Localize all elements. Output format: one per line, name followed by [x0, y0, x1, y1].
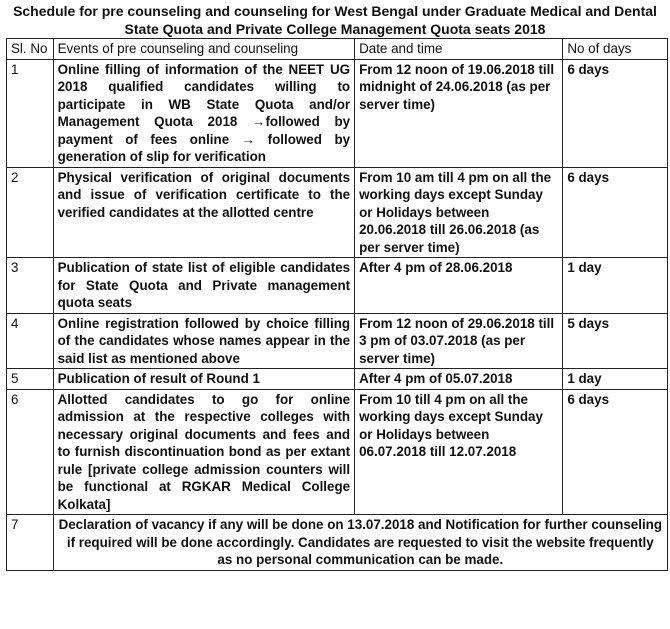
header-sl-no: Sl. No [7, 39, 54, 60]
row-sl-no: 6 [7, 389, 54, 515]
row-sl-no: 2 [7, 167, 54, 258]
schedule-table [6, 38, 668, 571]
row-date-time: From 10 am till 4 pm on all the working days except Sunday or Holidays between 20.06.2018 till 26.06.2018 (as per server time) [355, 167, 563, 258]
row-date-time: After 4 pm of 05.07.2018 [355, 369, 563, 390]
table-footer-row [7, 515, 668, 571]
row-sl-no: 3 [7, 258, 54, 314]
row-sl-no: 4 [7, 313, 54, 369]
row-sl-no: 5 [7, 369, 54, 390]
table-header-row [7, 39, 668, 60]
row-no-of-days: 6 days [563, 59, 668, 167]
row-event: Publication of state list of eligible candidates for State Quota and Private management quota seats [53, 258, 354, 314]
row-no-of-days: 5 days [563, 313, 668, 369]
row-date-time: After 4 pm of 28.06.2018 [355, 258, 563, 314]
table-row [7, 258, 668, 314]
row-event: Online registration followed by choice filling of the candidates whose names appear in the said list as mentioned above [53, 313, 354, 369]
vacancy-declaration-note: Declaration of vacancy if any will be done on 13.07.2018 and Notification for further counseling if required will be done accordingly. Candidates are requested to visit the website frequently as no personal communication can be made. [53, 515, 667, 571]
document-title: Schedule for pre counseling and counseling for West Bengal under Graduate Medical and Dental State Quota and Private College Management Quota seats 2018 [13, 3, 657, 37]
row-event: Online filling of information of the NEET UG 2018 qualified candidates willing to participate in WB State Quota and/or Management Quota 2018 →followed by payment of fees online → followed by generation of slip for verification [53, 59, 354, 167]
row-sl-no: 1 [7, 59, 54, 167]
table-row [7, 59, 668, 167]
table-row [7, 369, 668, 390]
table-row [7, 313, 668, 369]
table-row [7, 389, 668, 515]
row-date-time: From 12 noon of 29.06.2018 till 3 pm of 03.07.2018 (as per server time) [355, 313, 563, 369]
table-row [7, 167, 668, 258]
row-event: Allotted candidates to go for online admission at the respective colleges with necessary original documents and fees and to furnish discontinuation bond as per extant rule [private college admission counters will be functional at RGKAR Medical College Kolkata] [53, 389, 354, 515]
header-date-time: Date and time [355, 39, 563, 60]
row-no-of-days: 1 day [563, 258, 668, 314]
row-event: Publication of result of Round 1 [53, 369, 354, 390]
header-events: Events of pre counseling and counseling [53, 39, 354, 60]
row-no-of-days: 6 days [563, 389, 668, 515]
row-date-time: From 12 noon of 19.06.2018 till midnight of 24.06.2018 (as per server time) [355, 59, 563, 167]
header-no-of-days: No of days [563, 39, 668, 60]
row-date-time: From 10 till 4 pm on all the working days except Sunday or Holidays between 06.07.2018 till 12.07.2018 [355, 389, 563, 515]
row-no-of-days: 1 day [563, 369, 668, 390]
row-event: Physical verification of original documents and issue of verification certificate to the verified candidates at the allotted centre [53, 167, 354, 258]
row-no-of-days: 6 days [563, 167, 668, 258]
row-sl-no: 7 [7, 515, 54, 571]
